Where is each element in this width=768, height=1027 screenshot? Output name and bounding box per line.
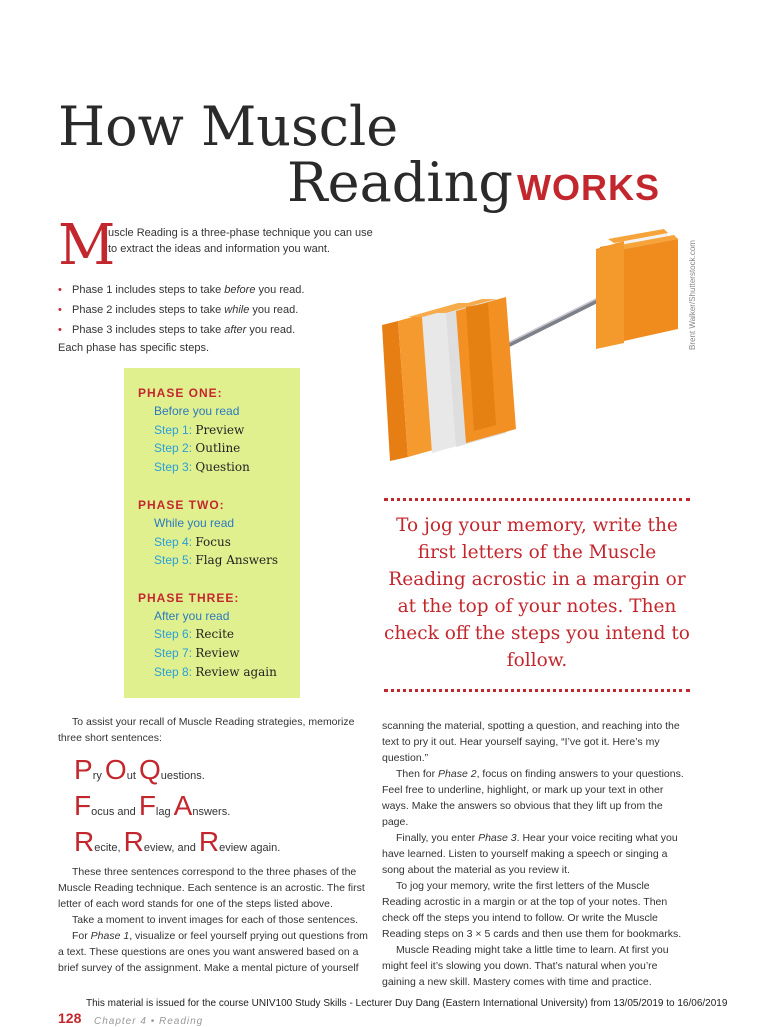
title-line-1: How Muscle (58, 95, 399, 158)
pull-quote-bottom-rule (384, 689, 690, 692)
step-5: Step 5: Flag Answers (154, 553, 279, 567)
acrostic-line-3: Recite, Review, and Review again. (74, 826, 281, 857)
left-paragraph-1: To assist your recall of Muscle Reading strategies, memorize three short sentences: (58, 716, 355, 744)
title-line-3: WORKS (517, 167, 660, 208)
list-item: • Phase 1 includes steps to take before you read. (58, 280, 378, 300)
step-6: Step 6: Recite (154, 627, 234, 641)
bullet-icon: • (58, 284, 62, 296)
phase-two-subtitle: While you read (154, 516, 235, 530)
step-8: Step 8: Review again (154, 665, 277, 679)
phase-bullet-list (58, 280, 378, 340)
pull-quote-top-rule (384, 498, 690, 501)
phase-steps-box (124, 368, 300, 698)
left-paragraph-2: These three sentences correspond to the three phases of the Muscle Reading technique. Each sentence is an acrostic. The first letter of each word stands for one of the steps listed above. Take a moment to invent images for each of those sentences. For Phase 1, visualize or feel yourself prying out questions from a text. These questions are ones you want answered based on a brief survey of the assignment. Make a mental picture of yourself (58, 866, 368, 974)
step-3: Step 3: Question (154, 460, 250, 474)
step-2: Step 2: Outline (154, 441, 241, 455)
title-line-2: Reading (287, 151, 513, 214)
list-item: • Phase 2 includes steps to take while you read. (58, 300, 378, 320)
step-4: Step 4: Focus (154, 535, 231, 549)
bullet-icon: • (58, 304, 62, 316)
book-barbell-illustration (378, 225, 698, 485)
phase-three-title: PHASE THREE: (138, 591, 240, 605)
phase-two-title: PHASE TWO: (138, 498, 225, 512)
image-credit: Brent Walker/Shutterstock.com (688, 240, 697, 350)
acrostic-line-2: Focus and Flag Answers. (74, 790, 231, 821)
page-number: 128 (58, 1010, 82, 1026)
drop-cap: M (58, 213, 116, 278)
step-7: Step 7: Review (154, 646, 240, 660)
acrostic-line-1: Pry Out Questions. (74, 754, 205, 785)
phase-one-subtitle: Before you read (154, 404, 240, 418)
right-book-stack (596, 229, 678, 349)
phase-three-subtitle: After you read (154, 609, 230, 623)
list-item: • Phase 3 includes steps to take after you read. (58, 320, 378, 340)
right-column-text: scanning the material, spotting a question, and reaching into the text to pry it out. Hear yourself saying, “I’ve got it. Here’s my question.” Then for Phase 2, focus on finding answers to your questions. Feel free to underline, highlight, or mark up your text in other ways. Make the answers so obvious that they lift up from the page. Finally, you enter Phase 3. Hear your voice reciting what you have learned. Listen to yourself making a speech or singing a song about the material as you review it. To jog your memory, write the first letters of the Muscle Reading acrostic in a margin or at the top of your notes. Then check off the steps you intend to follow. Or write the Muscle Reading steps on 3 × 5 cards and then use them for bookmarks. Muscle Reading might take a little time to learn. At first you might feel it’s slowing you down. That’s natural when you’re gaining a new skill. Mastery comes with time and practice. (382, 720, 684, 988)
chapter-label: Chapter 4 • Reading (94, 1016, 204, 1027)
left-book-stack (382, 297, 516, 461)
bullet-icon: • (58, 324, 62, 336)
each-phase-note: Each phase has specific steps. (58, 342, 210, 354)
step-1: Step 1: Preview (154, 423, 245, 437)
phase-one-title: PHASE ONE: (138, 386, 223, 400)
intro-paragraph: uscle Reading is a three-phase technique you can use to extract the ideas and information you want. (108, 227, 373, 255)
pull-quote: To jog your memory, write the first letters of the Muscle Reading acrostic in a margin or at the top of your notes. Then check off the steps you intend to follow. (384, 515, 690, 671)
course-footnote: This material is issued for the course UNIV100 Study Skills - Lecturer Duy Dang (Eastern International University) from 13/05/2019 to 16/06/2019 (86, 998, 728, 1009)
